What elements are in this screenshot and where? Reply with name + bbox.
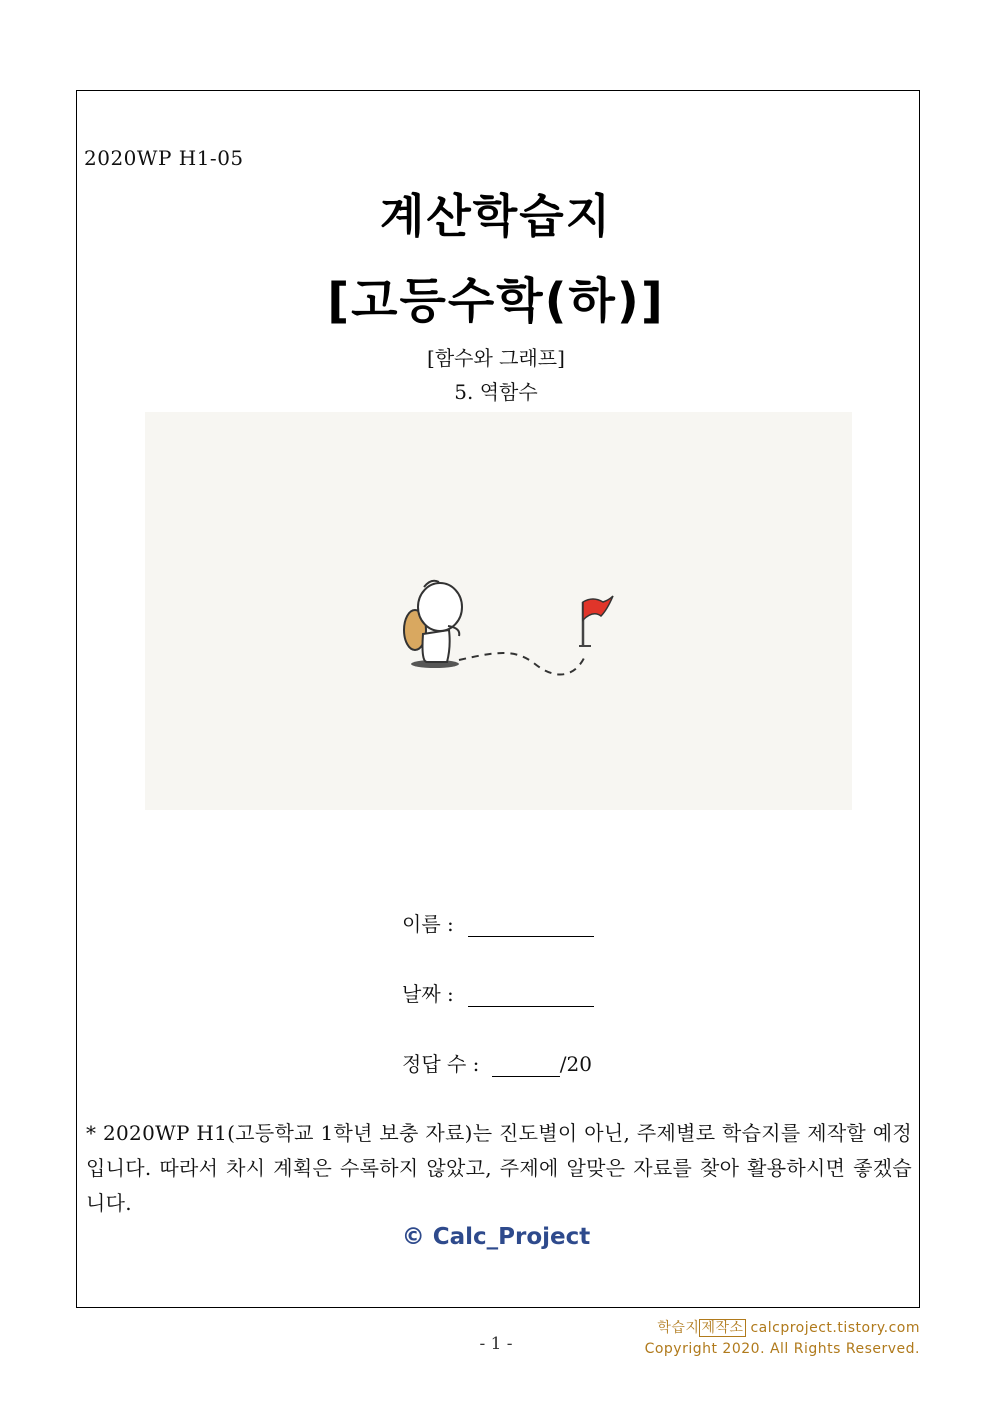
footer-maker-boxed: 제작소 [701,1320,744,1336]
score-label: 정답 수 : [402,1052,480,1076]
footer-maker-prefix: 학습지 [657,1320,700,1336]
footer-maker-url [657,1317,920,1337]
notice-paragraph: * 2020WP H1(고등학교 1학년 보충 자료)는 진도별이 아닌, 주제별로 학습지를 제작할 예정입니다. 따라서 차시 계획은 수록하지 않았고, 주제에 알맞은 자료를 찾아 활용하시면 좋겠습니다. [86,1121,912,1215]
page-number: - 1 - [479,1334,513,1354]
name-label: 이름 : [402,912,454,936]
document-code: 2020WP H1-05 [84,146,244,170]
date-field[interactable] [402,978,594,1007]
cover-illustration [145,412,852,810]
footer-copyright: Copyright 2020. All Rights Reserved. [644,1341,920,1357]
name-field[interactable] [402,908,594,937]
chapter-heading: [함수와 그래프] [427,346,565,370]
score-total: /20 [559,1052,592,1076]
date-label: 날짜 : [402,982,454,1006]
date-blank-line[interactable] [468,986,594,1007]
course-title: [고등수학(하)] [327,273,665,329]
score-field[interactable] [402,1048,592,1077]
score-blank-line[interactable] [492,1056,560,1077]
page-title: 계산학습지 [379,189,613,243]
footer-url: calcproject.tistory.com [745,1320,920,1336]
section-heading: 5. 역함수 [454,380,538,404]
name-blank-line[interactable] [468,916,594,937]
brand-logo: © Calc_Project [401,1224,591,1250]
